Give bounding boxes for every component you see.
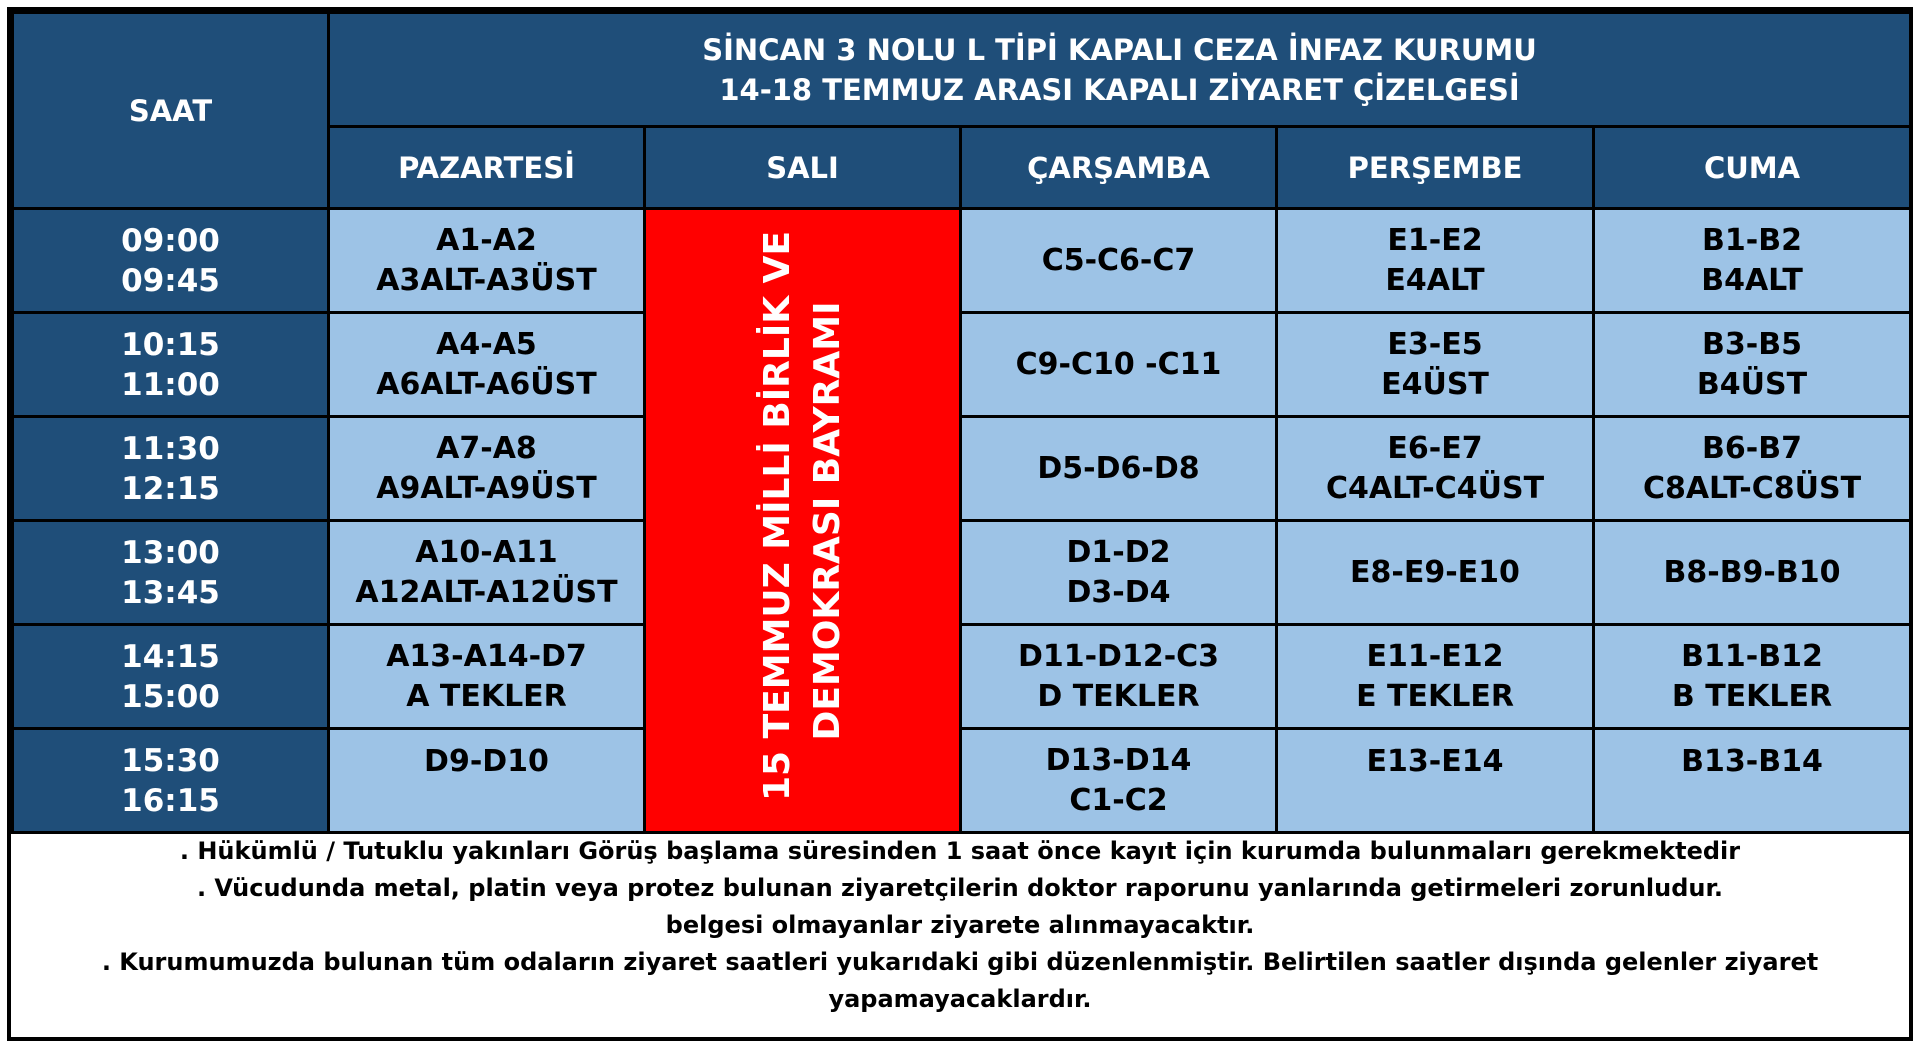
slot-line: A9ALT-A9ÜST xyxy=(376,470,597,506)
slot-persembe xyxy=(1277,625,1594,729)
slot-line: A12ALT-A12ÜST xyxy=(355,574,618,610)
time-slot xyxy=(13,417,329,521)
time-slot xyxy=(13,521,329,625)
slot-carsamba xyxy=(961,729,1277,833)
saat-header: SAAT xyxy=(13,13,329,209)
slot-line: B TEKLER xyxy=(1671,678,1833,714)
slot-line: D13-D14 xyxy=(1045,742,1192,778)
time-end: 15:00 xyxy=(121,678,220,715)
slot-line: C1-C2 xyxy=(1069,782,1168,818)
day-header-pazartesi: PAZARTESİ xyxy=(329,127,645,209)
title-line-2: 14-18 TEMMUZ ARASI KAPALI ZİYARET ÇİZELGESİ xyxy=(719,72,1520,107)
holiday-cell xyxy=(645,209,961,833)
slot-line: A6ALT-A6ÜST xyxy=(376,366,597,402)
slot-pazartesi xyxy=(329,209,645,313)
slot-line: C9-C10 -C11 xyxy=(1015,346,1222,382)
slot-line: D TEKLER xyxy=(1037,678,1200,714)
time-start: 10:15 xyxy=(121,326,220,363)
time-start: 09:00 xyxy=(121,222,220,259)
slot-carsamba xyxy=(961,313,1277,417)
time-end: 11:00 xyxy=(121,366,220,403)
note-line: . Vücudunda metal, platin veya protez bulunan ziyaretçilerin doktor raporunu yanlarında getirmeleri zorunludur. xyxy=(196,874,1724,902)
slot-carsamba xyxy=(961,625,1277,729)
title-line-1: SİNCAN 3 NOLU L TİPİ KAPALI CEZA İNFAZ KURUMU xyxy=(702,32,1537,67)
page-title xyxy=(329,13,1911,127)
time-end: 13:45 xyxy=(121,574,220,611)
time-slot xyxy=(13,313,329,417)
time-slot xyxy=(13,729,329,833)
slot-pazartesi xyxy=(329,521,645,625)
slot-cuma xyxy=(1594,209,1911,313)
day-header-persembe: PERŞEMBE xyxy=(1277,127,1594,209)
table-row xyxy=(13,729,1911,833)
table-row xyxy=(13,209,1911,313)
slot-line: E TEKLER xyxy=(1356,678,1514,714)
holiday-line-2: DEMOKRASI BAYRAMI xyxy=(806,301,848,740)
time-start: 14:15 xyxy=(121,638,220,675)
day-header-sali: SALI xyxy=(645,127,961,209)
note-line: . Kurumumuzda bulunan tüm odaların ziyaret saatleri yukarıdaki gibi düzenlenmiştir. Belirtilen saatler dışında gelenler ziyaret xyxy=(101,948,1819,976)
slot-line: B13-B14 xyxy=(1681,744,1823,779)
slot-line: B3-B5 xyxy=(1702,326,1802,362)
time-start: 11:30 xyxy=(121,430,220,467)
slot-line: C8ALT-C8ÜST xyxy=(1642,470,1862,506)
slot-line: E8-E9-E10 xyxy=(1350,554,1520,590)
slot-line: C5-C6-C7 xyxy=(1041,242,1196,278)
slot-cuma xyxy=(1594,313,1911,417)
note-line: . Hükümlü / Tutuklu yakınları Görüş başlama süresinden 1 saat önce kayıt için kurumda bulunmaları gerekmektedir xyxy=(179,837,1741,865)
slot-carsamba xyxy=(961,209,1277,313)
slot-pazartesi xyxy=(329,729,645,833)
slot-line: D5-D6-D8 xyxy=(1037,450,1200,486)
time-end: 09:45 xyxy=(121,262,220,299)
slot-pazartesi xyxy=(329,313,645,417)
slot-line: B4ÜST xyxy=(1696,366,1808,402)
time-end: 16:15 xyxy=(121,782,220,819)
time-start: 13:00 xyxy=(121,534,220,571)
slot-line: B11-B12 xyxy=(1681,638,1823,674)
slot-line: E4ALT xyxy=(1385,262,1485,298)
slot-cuma xyxy=(1594,729,1911,833)
slot-line: E4ÜST xyxy=(1381,366,1489,402)
slot-line: B8-B9-B10 xyxy=(1663,554,1841,590)
slot-persembe xyxy=(1277,313,1594,417)
table-row xyxy=(13,417,1911,521)
holiday-line-1: 15 TEMMUZ MİLLİ BİRLİK VE xyxy=(756,230,798,801)
slot-line: B1-B2 xyxy=(1702,222,1802,258)
note-line: yapamayacaklardır. xyxy=(828,985,1092,1013)
slot-line: D1-D2 xyxy=(1066,534,1171,570)
slot-cuma xyxy=(1594,625,1911,729)
slot-line: E6-E7 xyxy=(1387,430,1483,466)
slot-line: E13-E14 xyxy=(1366,744,1504,779)
slot-line: D11-D12-C3 xyxy=(1017,638,1220,674)
slot-pazartesi xyxy=(329,625,645,729)
schedule-frame xyxy=(7,7,1913,1041)
table-row xyxy=(13,625,1911,729)
time-slot xyxy=(13,209,329,313)
table-row xyxy=(13,313,1911,417)
slot-line: A7-A8 xyxy=(436,430,537,466)
notes-section xyxy=(11,833,1909,1018)
slot-line: B6-B7 xyxy=(1702,430,1802,466)
time-slot xyxy=(13,625,329,729)
slot-line: D3-D4 xyxy=(1066,574,1171,610)
slot-line: A13-A14-D7 xyxy=(386,638,587,674)
slot-cuma xyxy=(1594,521,1911,625)
slot-line: D9-D10 xyxy=(424,744,549,779)
slot-line: A TEKLER xyxy=(406,678,567,714)
time-start: 15:30 xyxy=(121,742,220,779)
slot-pazartesi xyxy=(329,417,645,521)
slot-persembe xyxy=(1277,417,1594,521)
slot-carsamba xyxy=(961,521,1277,625)
slot-line: E3-E5 xyxy=(1387,326,1483,362)
slot-line: C4ALT-C4ÜST xyxy=(1325,470,1545,506)
slot-line: A3ALT-A3ÜST xyxy=(376,262,597,298)
day-header-cuma: CUMA xyxy=(1594,127,1911,209)
slot-line: E1-E2 xyxy=(1387,222,1483,258)
title-row xyxy=(13,13,1911,127)
time-end: 12:15 xyxy=(121,470,220,507)
slot-persembe xyxy=(1277,521,1594,625)
holiday-label xyxy=(753,230,853,801)
slot-persembe xyxy=(1277,729,1594,833)
slot-line: A1-A2 xyxy=(436,222,537,258)
table-row xyxy=(13,521,1911,625)
slot-line: A10-A11 xyxy=(415,534,558,570)
slot-cuma xyxy=(1594,417,1911,521)
slot-carsamba xyxy=(961,417,1277,521)
slot-line: E11-E12 xyxy=(1366,638,1504,674)
day-header-carsamba: ÇARŞAMBA xyxy=(961,127,1277,209)
visit-schedule-table xyxy=(11,11,1912,834)
slot-line: B4ALT xyxy=(1701,262,1803,298)
slot-persembe xyxy=(1277,209,1594,313)
slot-line: A4-A5 xyxy=(436,326,537,362)
note-line: belgesi olmayanlar ziyarete alınmayacaktır. xyxy=(665,911,1255,939)
